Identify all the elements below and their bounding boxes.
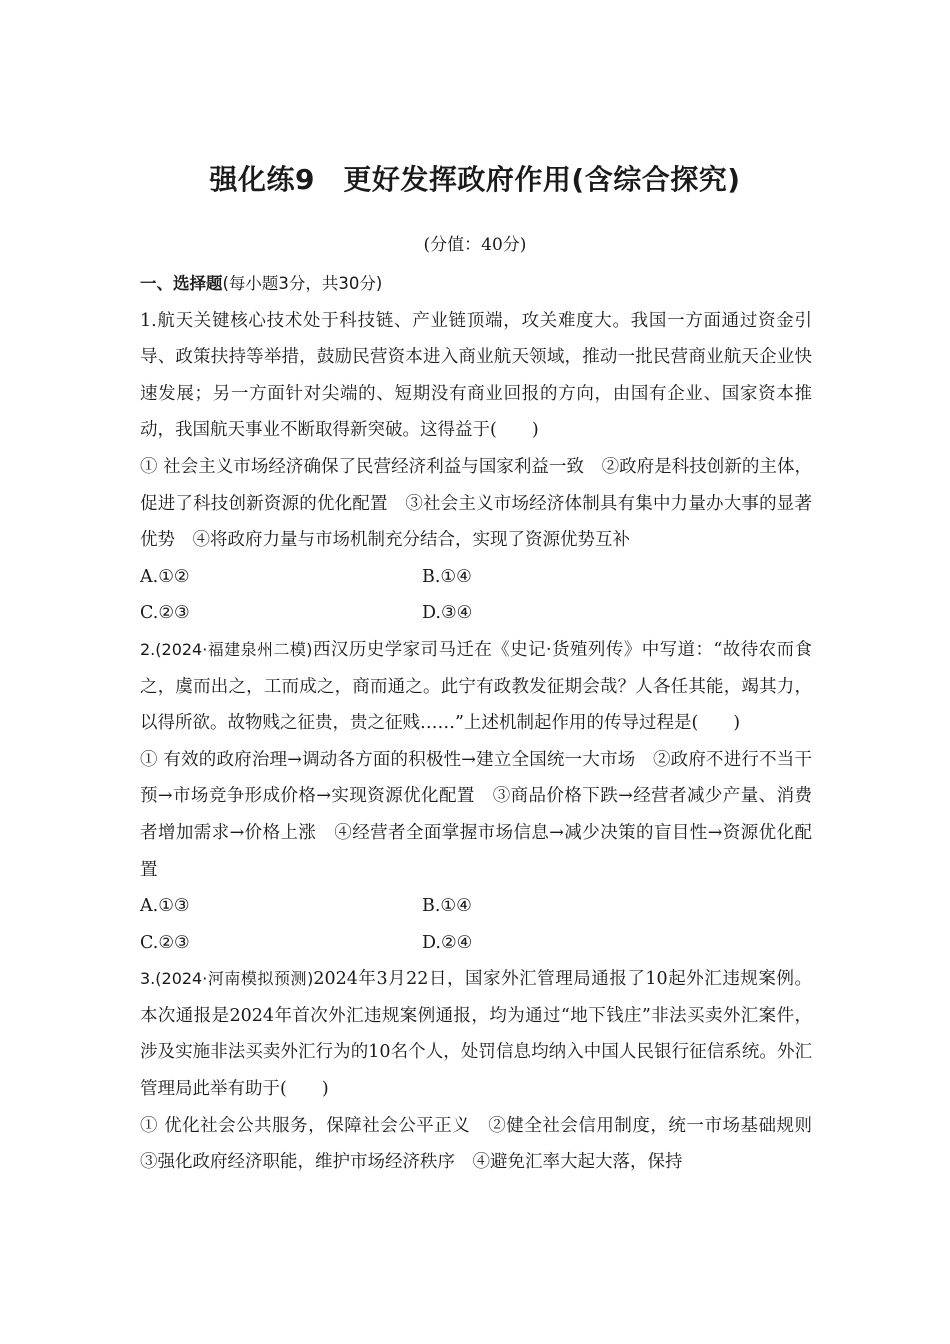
question-statements: ① 社会主义市场经济确保了民营经济利益与国家利益一致 ②政府是科技创新的主体，促进了科技创新资源的优化配置 ③社会主义市场经济体制具有集中力量办大事的显著优势 ④将政府力量与市场机制充分结合，实现了资源优势互补: [140, 456, 812, 551]
question-2: [140, 632, 812, 961]
question-stem: [140, 632, 812, 742]
options-row: [140, 559, 812, 596]
question-source: 2.(2024·福建泉州二模): [140, 639, 313, 659]
option-b[interactable]: B.①④: [422, 896, 472, 917]
section-heading: [140, 266, 812, 303]
options-row: [140, 595, 812, 632]
question-stem: 1.航天关键核心技术处于科技链、产业链顶端，攻关难度大。我国一方面通过资金引导、政策扶持等举措，鼓励民营资本进入商业航天领域，推动一批民营商业航天企业快速发展；另一方面针对尖端的、短期没有商业回报的方向，由国有企业、国家资本推动，我国航天事业不断取得新突破。这得益于( ): [140, 310, 812, 441]
page-title: 强化练9 更好发挥政府作用(含综合探究): [209, 163, 741, 196]
option-b[interactable]: B.①④: [422, 566, 472, 587]
options-row: [140, 925, 812, 962]
question-stem-text: 2024年3月22日，国家外汇管理局通报了10起外汇违规案例。本次通报是2024年首次外汇违规案例通报，均为通过“地下钱庄”非法买卖外汇案件，涉及实施非法买卖外汇行为的10名个人，处罚信息均纳入中国人民银行征信系统。外汇管理局此举有助于( ): [140, 969, 812, 1100]
score-note: (分值：40分): [423, 235, 527, 255]
question-stem: [140, 961, 812, 1107]
question-statements: ① 有效的政府治理→调动各方面的积极性→建立全国统一大市场 ②政府不进行不当干预→市场竞争形成价格→实现资源优化配置 ③商品价格下跌→经营者减少产量、消费者增加需求→价格上涨 ④经营者全面掌握市场信息→减少决策的盲目性→资源优化配置: [140, 749, 812, 880]
question-source: 3.(2024·河南模拟预测): [140, 969, 314, 989]
option-d[interactable]: D.③④: [422, 603, 473, 624]
option-d[interactable]: D.②④: [422, 932, 473, 953]
option-a[interactable]: A.①③: [140, 896, 190, 917]
options-row: [140, 888, 812, 925]
option-a[interactable]: A.①②: [140, 566, 190, 587]
section-note: (每小题3分，共30分): [222, 274, 383, 293]
question-1: [140, 303, 812, 632]
question-3: [140, 961, 830, 1181]
option-c[interactable]: C.②③: [140, 932, 190, 953]
question-statements: ① 优化社会公共服务，保障社会公平正义 ②健全社会信用制度，统一市场基础规则 ③强化政府经济职能，维护市场经济秩序 ④避免汇率大起大落，保持: [140, 1115, 830, 1173]
question-stem-text: 西汉历史学家司马迁在《史记·货殖列传》中写道：“故待农而食之，虞而出之，工而成之，商而通之。此宁有政教发征期会哉？人各任其能，竭其力，以得所欲。故物贱之征贵，贵之征贱……”上述机制起作用的传导过程是( ): [140, 639, 812, 734]
section-title: 一、选择题: [140, 274, 223, 293]
option-c[interactable]: C.②③: [140, 603, 190, 624]
document-body: [140, 266, 830, 1181]
